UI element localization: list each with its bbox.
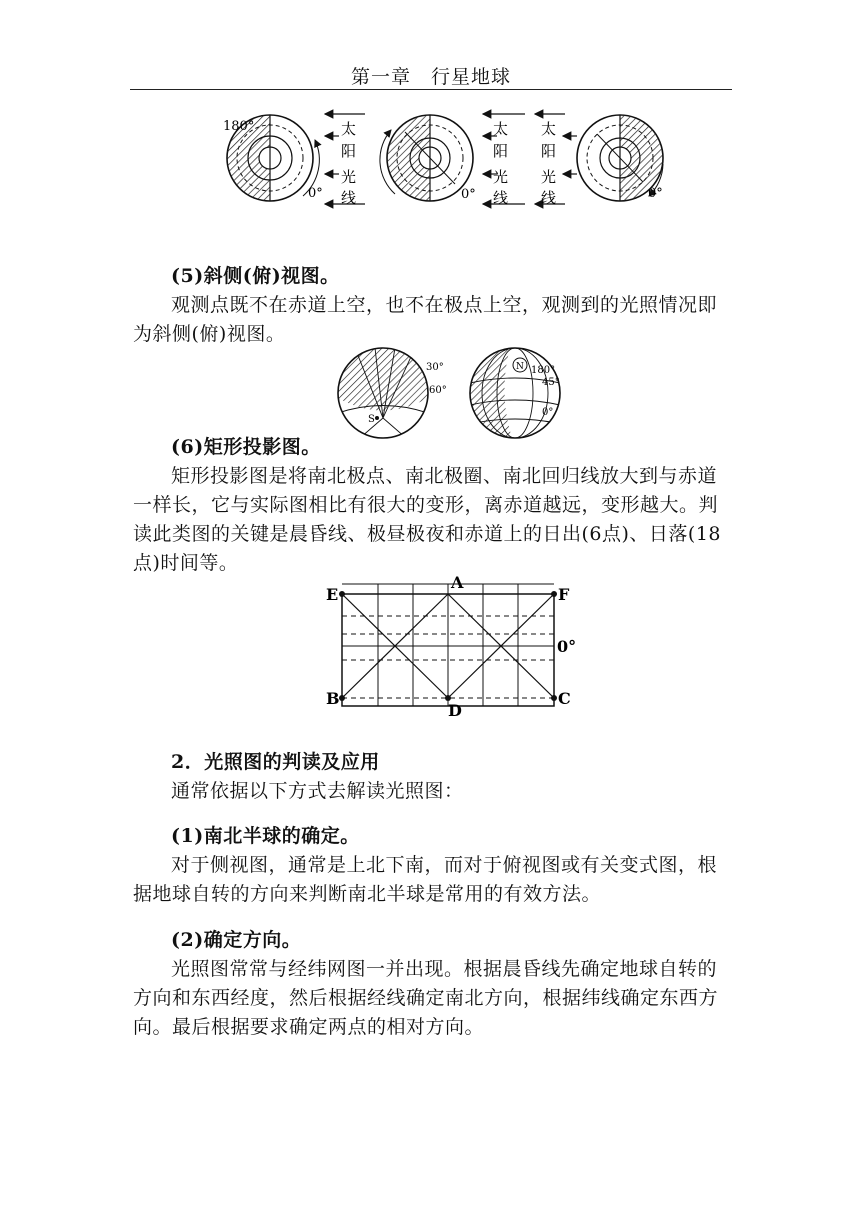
- label-F: F: [558, 585, 570, 604]
- label-0-c: 0°: [648, 186, 663, 201]
- label-60: 60°: [429, 385, 447, 396]
- label-S: S: [368, 414, 375, 425]
- label-0-e: 0°: [557, 637, 577, 656]
- header-rule: [130, 89, 732, 90]
- label-E: E: [326, 585, 339, 604]
- oblique-view-figure: [330, 343, 570, 443]
- section6-body: 矩形投影图是将南北极点、南北极圈、南北回归线放大到与赤道一样长，它与实际图相比有很大的变形，离赤道越远，变形越大。判读此类图的关键是晨昏线、极昼极夜和赤道上的日出(6点)、日落(18点)时间等。: [133, 465, 722, 574]
- sun-char: 线: [341, 189, 357, 207]
- label-D: D: [448, 701, 462, 718]
- sun-char: 太: [341, 120, 357, 138]
- label-30: 30°: [426, 362, 444, 373]
- oblique-globe-north: [470, 348, 560, 438]
- oblique-globe-south: [338, 348, 428, 438]
- label-45: 45°: [542, 377, 560, 388]
- sub2-title: (2)确定方向。: [171, 929, 302, 951]
- label-B: B: [326, 689, 340, 708]
- sun-char: 太: [493, 120, 509, 138]
- sun-char: 线: [493, 189, 509, 207]
- label-0-a: 0°: [308, 186, 323, 201]
- sub1-title: (1)南北半球的确定。: [171, 825, 360, 847]
- sun-char: 太: [541, 120, 557, 138]
- section5-title: (5)斜侧(俯)视图。: [171, 265, 340, 287]
- polar-illumination-figure: [215, 100, 690, 215]
- section6-title: (6)矩形投影图。: [171, 436, 321, 458]
- sun-char: 阳: [493, 142, 509, 160]
- section2-title: 2．光照图的判读及应用: [171, 751, 380, 773]
- label-C: C: [558, 689, 571, 708]
- sub2-body: 光照图常常与经纬网图一并出现。根据晨昏线先确定地球自转的方向和东西经度，然后根据经线确定南北方向，根据纬线确定东西方向。最后根据要求确定两点的相对方向。: [133, 958, 719, 1038]
- sun-char: 阳: [541, 142, 557, 160]
- label-0-d: 0°: [542, 407, 554, 418]
- rectangular-projection-figure: [320, 576, 580, 718]
- label-180: 180°: [223, 119, 255, 134]
- section2-intro: 通常依据以下方式去解读光照图：: [171, 780, 464, 802]
- label-180-b: 180°: [531, 365, 556, 376]
- sun-char: 光: [493, 168, 509, 186]
- sun-char: 阳: [341, 142, 357, 160]
- label-0-b: 0°: [461, 187, 476, 202]
- sub1-body: 对于侧视图，通常是上北下南，而对于俯视图或有关变式图，根据地球自转的方向来判断南北半球是常用的有效方法。: [133, 854, 718, 905]
- section5-body: 观测点既不在赤道上空，也不在极点上空，观测到的光照情况即为斜侧(俯)视图。: [133, 294, 718, 345]
- sun-char: 光: [541, 168, 557, 186]
- globe-b: [380, 115, 473, 201]
- label-N: N: [516, 362, 524, 372]
- sun-char: 线: [541, 189, 557, 207]
- label-A: A: [451, 576, 464, 592]
- page-header: 第一章 行星地球: [350, 66, 511, 88]
- sun-char: 光: [341, 168, 357, 186]
